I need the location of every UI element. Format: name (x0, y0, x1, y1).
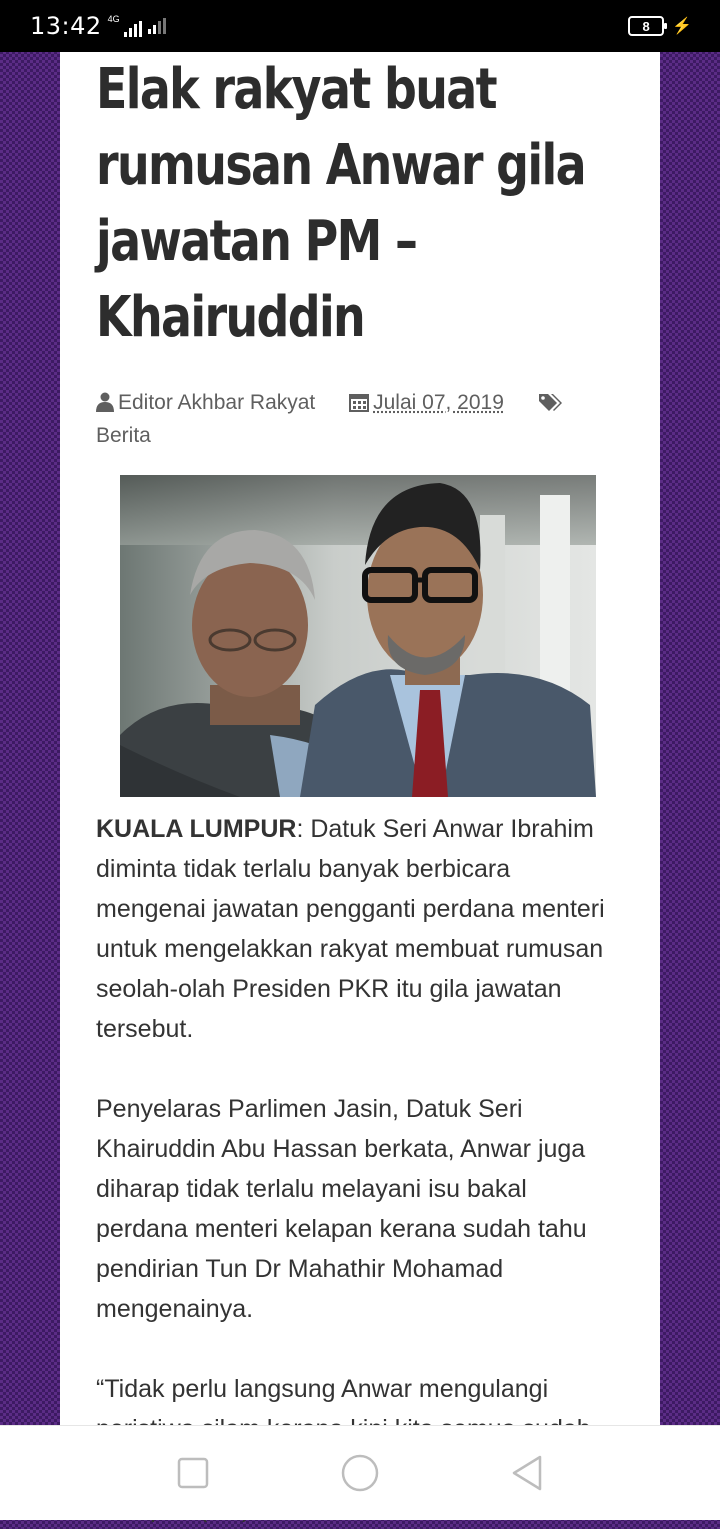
status-right (628, 16, 692, 36)
article-body (96, 809, 624, 1529)
recent-apps-button[interactable] (168, 1448, 218, 1498)
calendar-icon (349, 391, 369, 421)
author-name[interactable]: Editor Akhbar Rakyat (118, 391, 316, 414)
circle-icon (340, 1453, 380, 1493)
paragraph (96, 809, 624, 1049)
article-card (60, 52, 660, 1425)
user-icon (96, 391, 114, 421)
paragraph: Penyelaras Parlimen Jasin, Datuk Seri Khairuddin Abu Hassan berkata, Anwar juga diharap tidak terlalu melayani isu bakal perdana menteri kelapan kerana sudah tahu pendirian Tun Dr Mahathir Mohamad mengenainya. (96, 1095, 587, 1323)
article-photo (120, 475, 596, 797)
paragraph: “Tidak perlu langsung Anwar mengulangi (96, 1375, 549, 1403)
signal-strength-icon (148, 18, 166, 34)
article-title: Elak rakyat buat rumusan Anwar gila jawatan PM – Khairuddin (96, 57, 585, 350)
home-button[interactable] (335, 1448, 385, 1498)
paragraph-text: : Datuk Seri Anwar Ibrahim diminta tidak terlalu banyak berbicara mengenai jawatan pengganti perdana menteri untuk mengelakkan rakyat membuat rumusan seolah-olah Presiden PKR itu gila jawatan tersebut. (96, 815, 605, 1043)
charging-icon: ⚡ (672, 18, 692, 35)
network-type-label: 4G (107, 14, 120, 24)
battery-level: 8 (642, 18, 650, 34)
article-meta (96, 388, 624, 451)
clock: 13:42 (30, 12, 102, 40)
article-category[interactable]: Berita (96, 424, 151, 447)
tags-icon (538, 391, 564, 421)
status-left (30, 12, 166, 40)
dateline: KUALA LUMPUR (96, 815, 297, 843)
article-date[interactable]: Julai 07, 2019 (373, 391, 504, 414)
battery-icon (628, 16, 664, 36)
back-button[interactable] (502, 1448, 552, 1498)
back-triangle-icon (510, 1454, 544, 1492)
mobile-signal-icon (108, 15, 142, 37)
status-bar (0, 0, 720, 52)
square-icon (177, 1457, 209, 1489)
navigation-bar (0, 1425, 720, 1520)
